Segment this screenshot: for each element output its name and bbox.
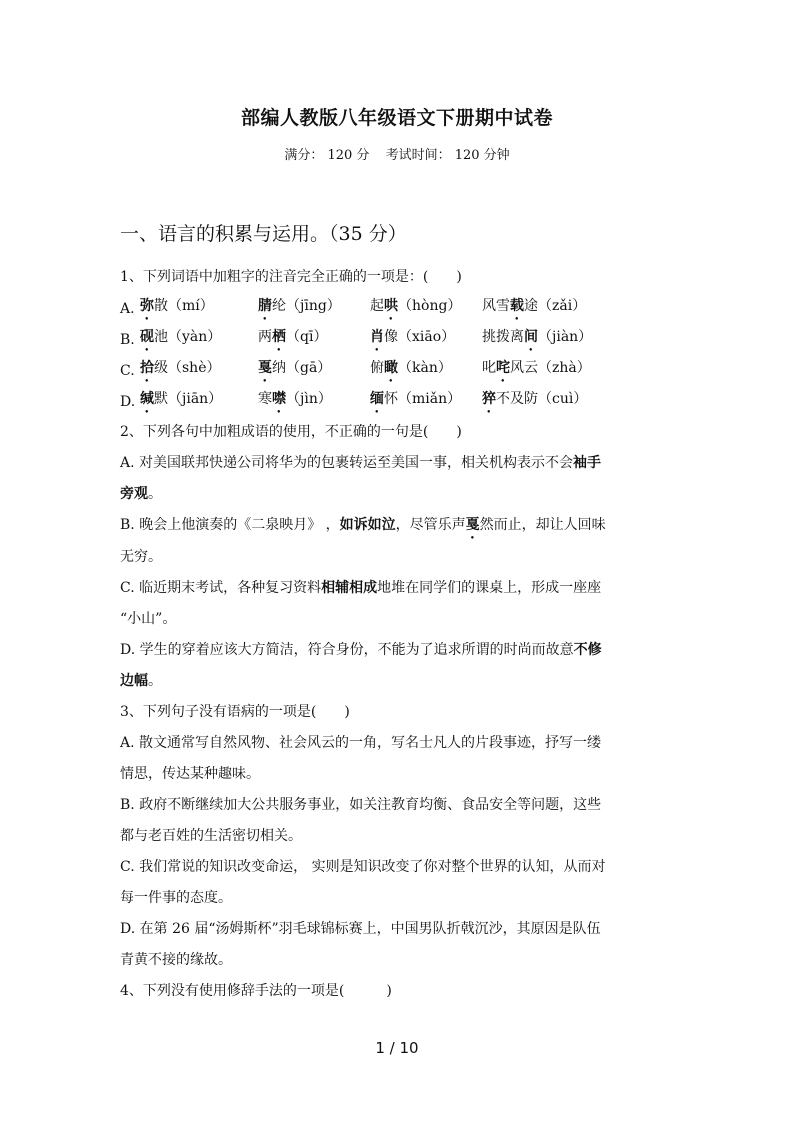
option-label: A. — [120, 300, 135, 317]
option-row — [120, 293, 676, 324]
word-text: 风雪 — [482, 297, 510, 314]
dotted-char: 戛 — [258, 359, 272, 376]
bold-idiom: 相辅相成 — [321, 580, 378, 596]
word-text: （qī） — [286, 328, 328, 345]
option-text: A. 对美国联邦快递公司将华为的包裹转运至美国一事，相关机构表示不会 — [120, 455, 574, 471]
option-text: 无穷。 — [120, 549, 162, 565]
option-text: “小山”。 — [120, 611, 177, 627]
page-number: 1 / 10 — [375, 1039, 419, 1057]
word-text: 两 — [258, 328, 272, 345]
question-2-option-c — [120, 573, 676, 635]
dotted-char: 腈 — [258, 297, 272, 314]
option-label: C. — [120, 362, 135, 379]
question-1-stem: 1、下列词语中加粗字的注音完全正确的一项是：( ) — [120, 269, 462, 285]
word-text: 级（shè） — [154, 359, 221, 376]
option-row — [120, 355, 676, 386]
option-text: 青黄不接的缘故。 — [120, 952, 232, 968]
option-text: B. 晚会上他演奏的《二泉映月》 ， — [120, 517, 340, 533]
page-title: 部编人教版八年级语文下册期中试卷 — [240, 107, 553, 129]
question-2-option-d — [120, 635, 676, 697]
option-word — [258, 295, 370, 323]
bold-idiom: 不修 — [573, 642, 602, 658]
option-word — [258, 357, 370, 385]
question-2-option-a — [120, 448, 676, 510]
question-3-option-b — [120, 790, 676, 852]
question-4-stem: 4、下列没有使用修辞手法的一项是( ) — [120, 983, 392, 999]
word-text: 寒 — [258, 390, 272, 407]
option-word — [482, 326, 672, 354]
option-word — [370, 357, 482, 385]
option-word — [370, 326, 482, 354]
option-text: A. 散文通常写自然风物、社会风云的一角，写名士凡人的片段事迹，抒写一缕 — [120, 735, 602, 751]
question-content — [120, 262, 676, 1007]
option-word — [140, 295, 258, 323]
dotted-char: 拾 — [140, 359, 154, 376]
option-word — [482, 388, 672, 416]
dotted-char: 猝 — [482, 390, 496, 407]
word-text: （kàn） — [398, 359, 452, 376]
word-text: 风云（zhà） — [510, 359, 591, 376]
option-text: C. 临近期末考试，各种复习资料 — [120, 580, 322, 596]
option-word — [370, 295, 482, 323]
option-word — [258, 326, 370, 354]
dotted-char: 肖 — [370, 328, 384, 345]
question-3-option-c — [120, 852, 676, 914]
dotted-char: 缅 — [370, 390, 384, 407]
option-word — [482, 357, 672, 385]
exam-meta — [0, 144, 794, 163]
question-2-stem: 2、下列各句中加粗成语的使用，不正确的一句是( ) — [120, 424, 462, 440]
option-text: D. 学生的穿着应该大方简洁，符合身份，不能为了追求所谓的时尚而故意 — [120, 642, 574, 658]
word-text: 怀（miǎn） — [384, 390, 462, 407]
word-text: 像（xiāo） — [384, 328, 456, 345]
word-text: 途（zǎi） — [524, 297, 587, 314]
bold-idiom: 旁观 — [120, 486, 148, 502]
bold-idiom: 袖手 — [573, 455, 602, 471]
dotted-char: 栖 — [272, 328, 286, 345]
option-text: D. 在第 26 届“汤姆斯杯”羽毛球锦标赛上，中国男队折戟沉沙，其原因是队伍 — [120, 921, 601, 937]
option-text: C. 我们常说的知识改变命运， 实则是知识改变了你对整个世界的认知，从而对 — [120, 859, 606, 875]
option-word — [482, 295, 672, 323]
word-text: （jiàn） — [538, 328, 593, 345]
option-word — [140, 388, 258, 416]
option-text: 地堆在同学们的课桌上，形成一座座 — [377, 580, 602, 596]
dotted-char: 戛 — [465, 517, 480, 533]
dotted-char: 弥 — [140, 297, 154, 314]
option-word — [258, 388, 370, 416]
option-text: 情思，传达某种趣味。 — [120, 766, 260, 782]
dotted-char: 噤 — [272, 390, 286, 407]
word-text: 纳（gā） — [272, 359, 332, 376]
question-2-option-b — [120, 510, 676, 573]
option-row — [120, 386, 676, 417]
option-text: 然而止，却让人回味 — [479, 517, 606, 533]
dotted-char: 哄 — [384, 297, 398, 314]
option-word — [140, 357, 258, 385]
option-word — [370, 388, 482, 416]
word-text: 俯 — [370, 359, 384, 376]
option-word — [140, 326, 258, 354]
question-1-options — [120, 293, 676, 417]
word-text: （jìn） — [286, 390, 332, 407]
exam-time: 考试时间： 120 分钟 — [385, 148, 510, 163]
dotted-char: 咤 — [496, 359, 510, 376]
option-text: 都与老百姓的生活密切相关。 — [120, 828, 302, 844]
word-text: 起 — [370, 297, 384, 314]
question-3-option-d — [120, 914, 676, 976]
bold-idiom: 如诉如泣 — [339, 517, 396, 533]
question-3-option-a — [120, 728, 676, 790]
question-3-stem: 3、下列句子没有语病的一项是( ) — [120, 704, 350, 720]
word-text: 散（mí） — [154, 297, 214, 314]
word-text: 挑拨离 — [482, 328, 524, 345]
option-text: B. 政府不断继续加大公共服务事业，如关注教育均衡、食品安全等问题，这些 — [120, 797, 602, 813]
word-text: 纶（jīng） — [272, 297, 341, 314]
option-row — [120, 324, 676, 355]
dotted-char: 载 — [510, 297, 524, 314]
option-label: B. — [120, 331, 135, 348]
dotted-char: 砚 — [140, 328, 154, 345]
dotted-char: 缄 — [140, 390, 154, 407]
option-label: D. — [120, 393, 136, 410]
word-text: 池（yàn） — [154, 328, 222, 345]
section-heading: 一、语言的积累与运用。（35 分） — [120, 223, 407, 245]
option-text: 。 — [148, 673, 162, 689]
word-text: （hòng） — [398, 297, 462, 314]
full-score: 满分： 120 分 — [284, 148, 370, 163]
word-text: 不及防（cuì） — [496, 390, 588, 407]
option-text: ，尽管乐声 — [395, 517, 466, 533]
dotted-char: 间 — [524, 328, 538, 345]
dotted-char: 瞰 — [384, 359, 398, 376]
word-text: 叱 — [482, 359, 496, 376]
option-text: 。 — [148, 486, 162, 502]
option-text: 每一件事的态度。 — [120, 890, 232, 906]
word-text: 默（jiān） — [154, 390, 223, 407]
bold-idiom: 边幅 — [120, 673, 148, 689]
